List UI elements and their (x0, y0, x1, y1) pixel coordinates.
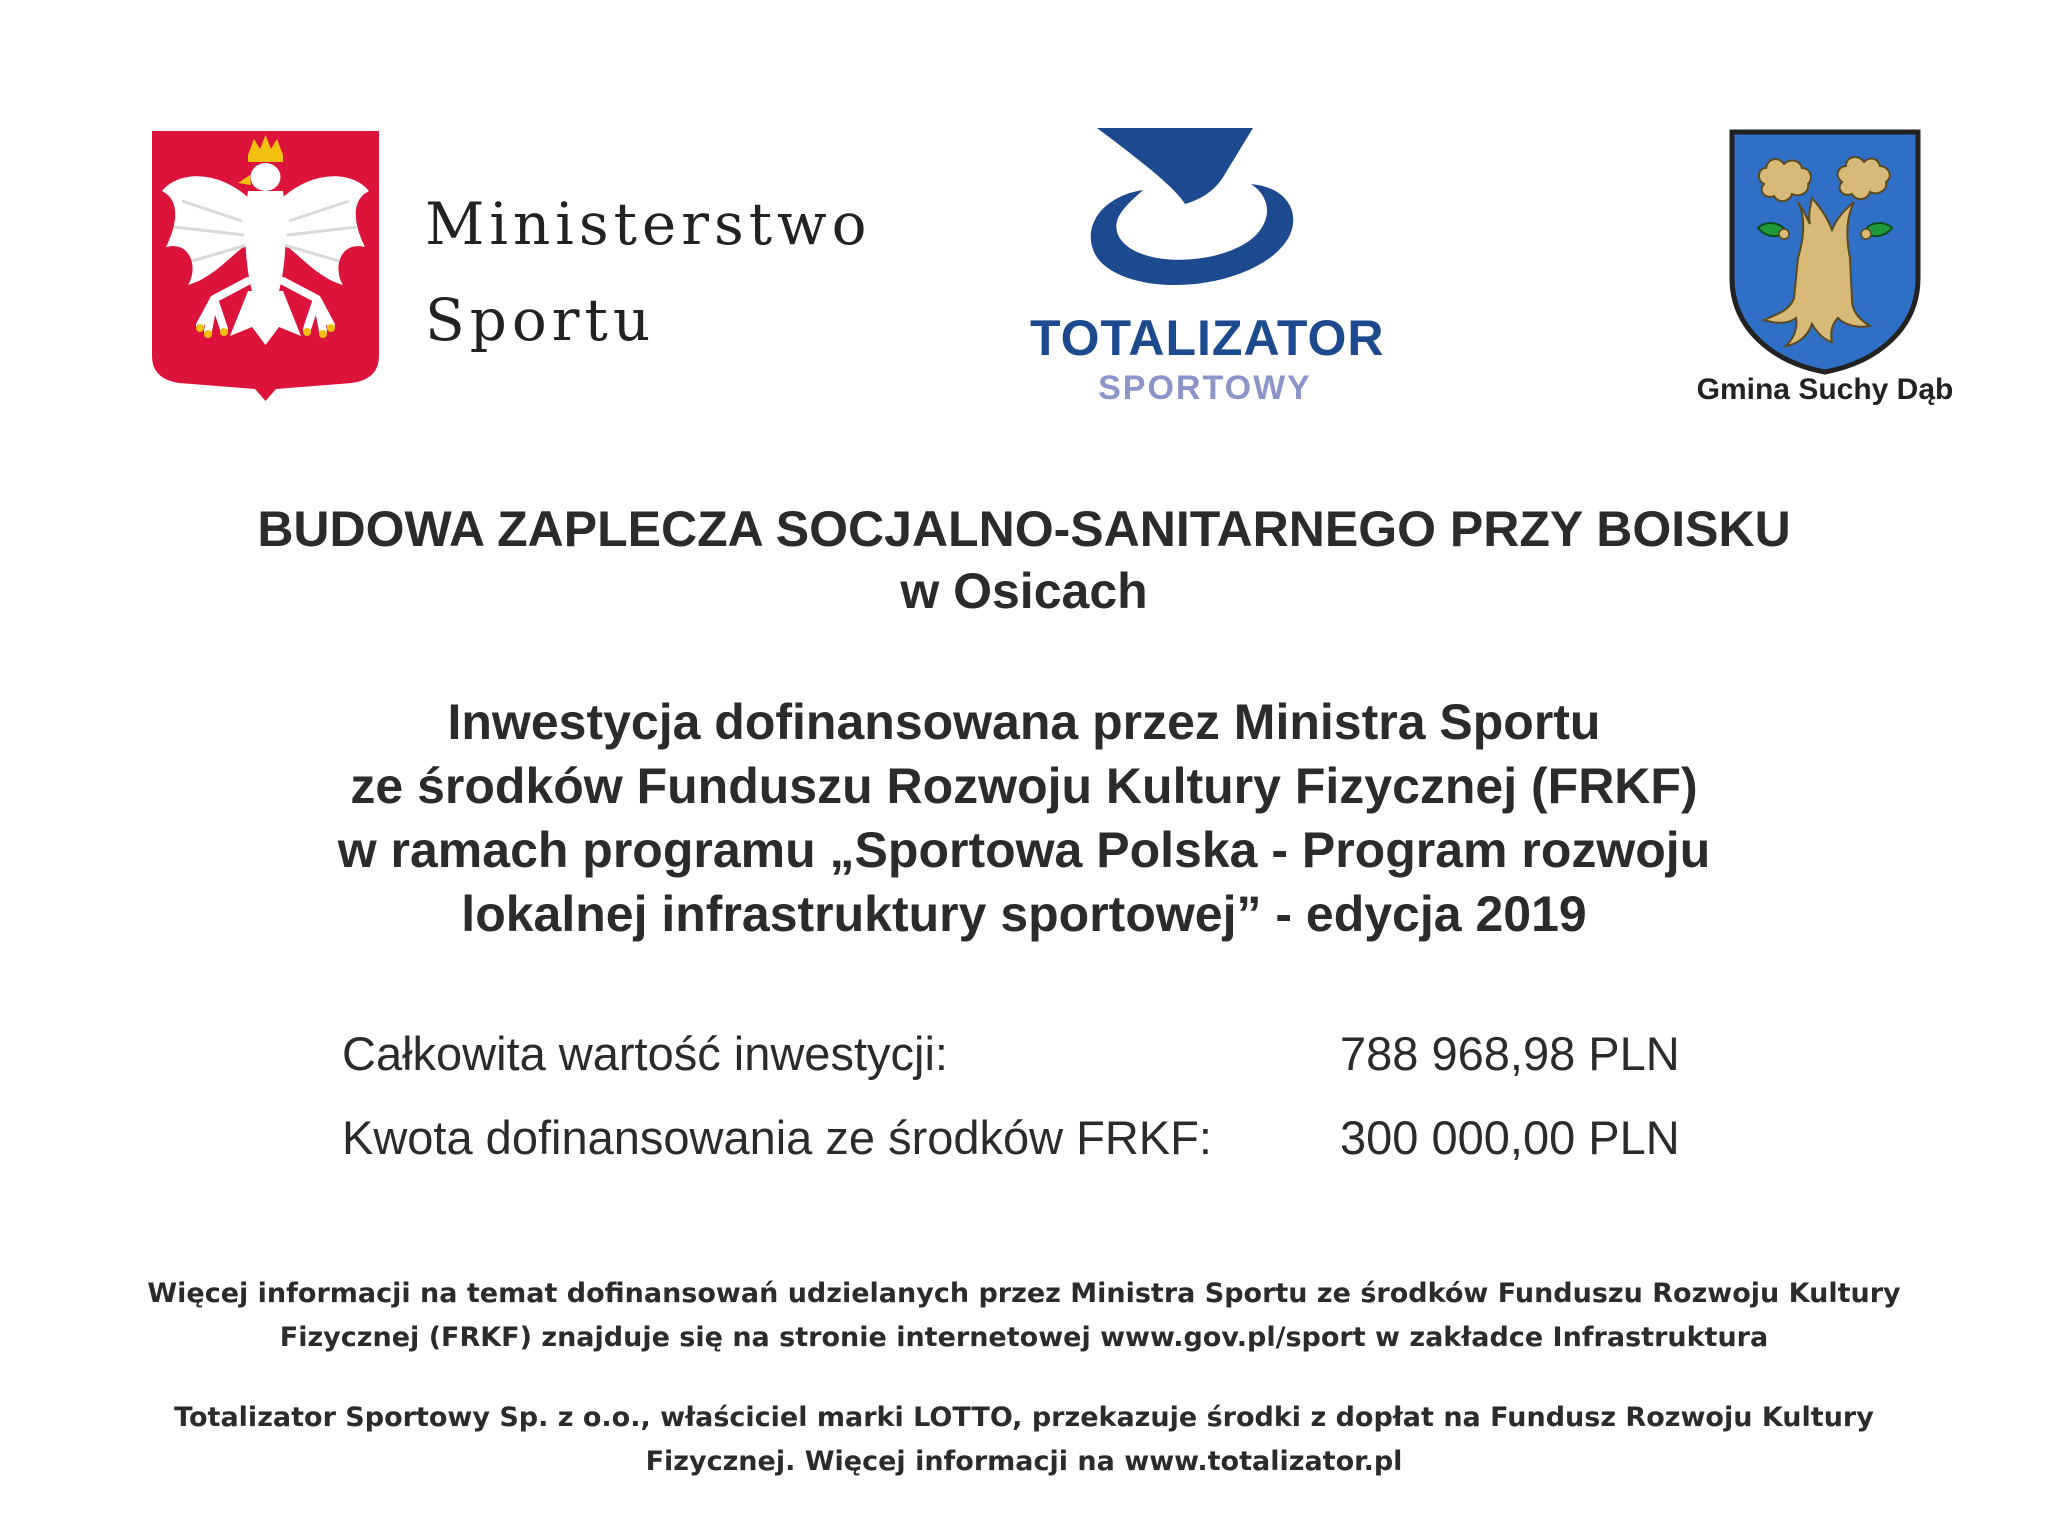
grant-value-label: Kwota dofinansowania ze środków FRKF: (342, 1111, 1212, 1164)
note-line: Fizycznej (FRKF) znajduje się na stronie internetowej www.gov.pl/sport w zakładce Infrastruktura (279, 1322, 1769, 1353)
note-line: Fizycznej. Więcej informacji na www.totalizator.pl (645, 1446, 1403, 1477)
funding-line: ze środków Funduszu Rozwoju Kultury Fizycznej (FRKF) (350, 758, 1698, 814)
totalizator-swoosh-icon (1085, 128, 1300, 298)
ministry-name-line1: Ministerstwo (425, 190, 872, 258)
funding-line: w ramach programu „Sportowa Polska - Program rozwoju (337, 822, 1711, 878)
total-value-amount: 788 968,98 PLN (1340, 1027, 1680, 1080)
grant-value-amount: 300 000,00 PLN (1340, 1111, 1680, 1164)
project-title: BUDOWA ZAPLECZA SOCJALNO-SANITARNEGO PRZY BOISKU (257, 501, 1791, 557)
totalizator-name: TOTALIZATOR (1030, 310, 1385, 366)
total-value-row (0, 1026, 2048, 1106)
ministry-name-line2: Sportu (425, 286, 656, 354)
note-line: Więcej informacji na temat dofinansowań udzielanych przez Ministra Sportu ze środków Funduszu Rozwoju Kultury (147, 1278, 1901, 1309)
ministry-info-note (130, 1272, 1918, 1360)
funding-description (100, 690, 1948, 946)
polish-eagle-emblem-icon (152, 131, 379, 401)
ministry-of-sport-name (425, 176, 872, 368)
project-location: w Osicach (900, 563, 1148, 619)
total-value-label: Całkowita wartość inwestycji: (342, 1027, 948, 1080)
gmina-name: Gmina Suchy Dąb (1696, 373, 1954, 406)
grant-value-row (0, 1110, 2048, 1190)
totalizator-subtitle: SPORTOWY (1098, 369, 1312, 407)
note-line: Totalizator Sportowy Sp. z o.o., właściciel marki LOTTO, przekazuje środki z dopłat na Fundusz Rozwoju Kultury (174, 1402, 1874, 1433)
gmina-oak-crest-icon (1728, 128, 1922, 376)
funding-line: lokalnej infrastruktury sportowej” - edycja 2019 (461, 886, 1587, 942)
totalizator-info-note (130, 1396, 1918, 1484)
funding-line: Inwestycja dofinansowana przez Ministra Sportu (447, 694, 1601, 750)
